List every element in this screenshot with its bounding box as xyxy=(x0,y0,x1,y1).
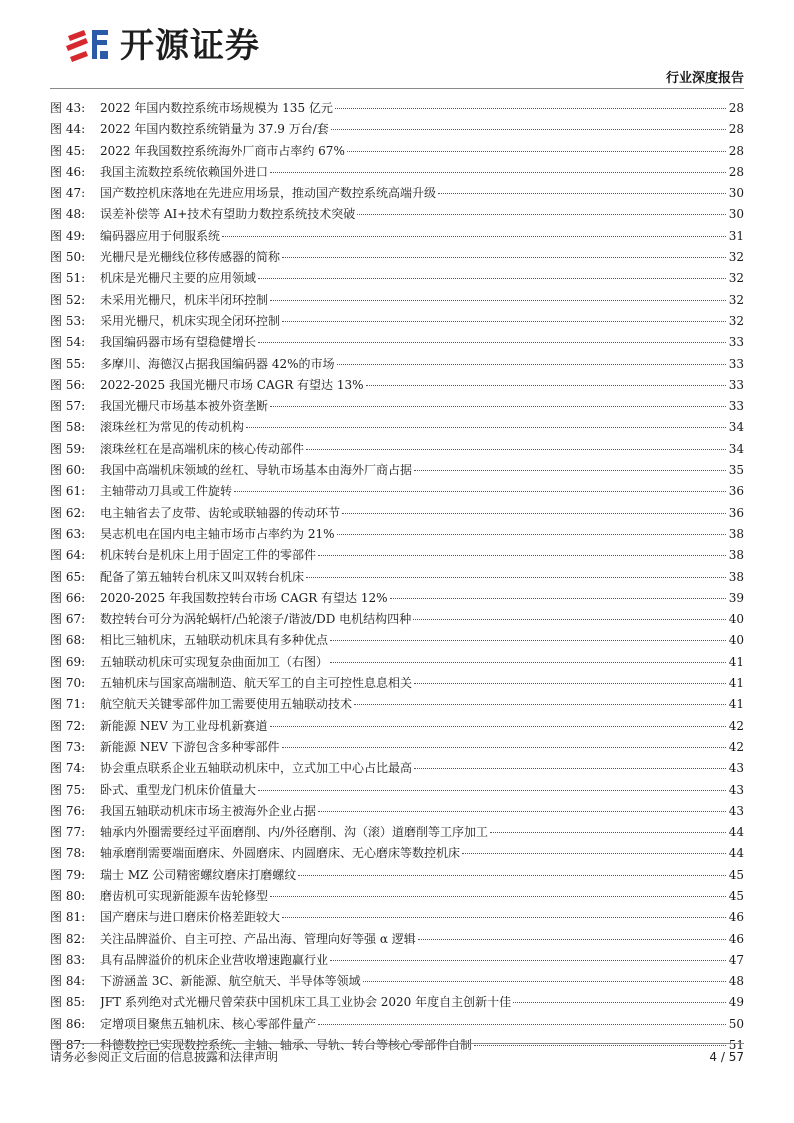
toc-entry[interactable] xyxy=(50,226,744,247)
toc-page-number[interactable]: 34 xyxy=(728,441,744,456)
toc-dot-leader xyxy=(270,896,726,897)
toc-dot-leader xyxy=(318,811,726,812)
toc-page-number[interactable]: 42 xyxy=(728,718,744,733)
toc-entry[interactable] xyxy=(50,375,744,396)
toc-figure-title[interactable]: 关注品牌溢价、自主可控、产品出海、管理向好等强 α 逻辑 xyxy=(100,931,416,946)
toc-page-number[interactable]: 30 xyxy=(728,186,744,201)
toc-page-number[interactable]: 28 xyxy=(728,143,744,158)
toc-figure-label: 图 72: xyxy=(50,718,86,733)
toc-page-number[interactable]: 28 xyxy=(728,101,744,115)
toc-dot-leader xyxy=(474,1045,726,1046)
toc-entry[interactable] xyxy=(50,907,744,928)
toc-page-number[interactable]: 46 xyxy=(728,910,744,925)
toc-dot-leader xyxy=(270,172,726,173)
toc-page-number[interactable]: 34 xyxy=(728,420,744,435)
footer-divider xyxy=(50,1043,744,1044)
toc-dot-leader xyxy=(270,406,726,407)
toc-figure-label: 图 64: xyxy=(50,548,86,563)
toc-dot-leader xyxy=(337,534,727,535)
toc-figure-title[interactable]: 具有品牌溢价的机床企业营收增速跑赢行业 xyxy=(100,952,329,967)
toc-page-number[interactable]: 45 xyxy=(728,867,744,882)
toc-figure-label: 图 76: xyxy=(50,803,86,818)
toc-figure-label: 图 79: xyxy=(50,867,86,882)
toc-entry[interactable] xyxy=(50,694,744,715)
toc-dot-leader xyxy=(306,449,726,450)
toc-page-number[interactable]: 43 xyxy=(728,761,744,776)
toc-entry[interactable] xyxy=(50,737,744,758)
toc-dot-leader xyxy=(330,662,726,663)
toc-figure-title[interactable]: 编码器应用于伺服系统 xyxy=(100,228,221,243)
toc-figure-title[interactable]: 配备了第五轴转台机床又叫双转台机床 xyxy=(100,569,305,584)
toc-figure-label: 图 86: xyxy=(50,1016,86,1031)
toc-dot-leader xyxy=(366,385,726,386)
toc-entry[interactable] xyxy=(50,929,744,950)
toc-figure-label: 图 69: xyxy=(50,654,86,669)
toc-dot-leader xyxy=(234,491,726,492)
toc-entry[interactable] xyxy=(50,822,744,843)
toc-page-number[interactable]: 33 xyxy=(728,356,744,371)
toc-entry[interactable] xyxy=(50,290,744,311)
toc-figure-title[interactable]: 航空航天关键零部件加工需要使用五轴联动技术 xyxy=(100,697,353,712)
toc-figure-label: 图 58: xyxy=(50,420,86,435)
toc-figure-title[interactable]: 昊志机电在国内电主轴市场市占率约为 21% xyxy=(100,526,335,541)
toc-dot-leader xyxy=(335,108,726,109)
toc-figure-label: 图 74: xyxy=(50,761,86,776)
toc-entry[interactable] xyxy=(50,588,744,609)
toc-figure-title[interactable]: 我国光栅尺市场基本被外资垄断 xyxy=(100,399,269,414)
toc-page-number[interactable]: 49 xyxy=(728,995,744,1010)
toc-figure-title[interactable]: 我国主流数控系统依赖国外进口 xyxy=(100,164,269,179)
toc-figure-label: 图 82: xyxy=(50,931,86,946)
figure-table-of-contents xyxy=(50,98,744,1056)
toc-figure-label: 图 62: xyxy=(50,505,86,520)
toc-figure-title[interactable]: 磨齿机可实现新能源车齿轮修型 xyxy=(100,888,269,903)
brand-logo-icon xyxy=(64,26,112,68)
toc-figure-label: 图 46: xyxy=(50,164,86,179)
toc-figure-title[interactable]: 五轴联动机床可实现复杂曲面加工（右图） xyxy=(100,654,329,669)
toc-entry[interactable] xyxy=(50,630,744,651)
toc-figure-label: 图 61: xyxy=(50,484,86,499)
toc-entry[interactable] xyxy=(50,503,744,524)
toc-figure-title[interactable]: 主轴带动刀具或工件旋转 xyxy=(100,484,233,499)
toc-entry[interactable] xyxy=(50,354,744,375)
toc-figure-title[interactable]: 未采用光栅尺，机床半闭环控制 xyxy=(100,292,269,307)
toc-entry[interactable] xyxy=(50,545,744,566)
toc-figure-title[interactable]: 数控转台可分为涡轮蜗杆/凸轮滚子/谐波/DD 电机结构四种 xyxy=(100,612,412,627)
toc-page-number[interactable]: 41 xyxy=(728,697,744,712)
toc-figure-label: 图 49: xyxy=(50,228,86,243)
toc-figure-title[interactable]: 卧式、重型龙门机床价值量大 xyxy=(100,782,257,797)
toc-dot-leader xyxy=(357,214,726,215)
toc-figure-title[interactable]: 2022 年国内数控系统销量为 37.9 万台/套 xyxy=(100,122,329,137)
toc-figure-title[interactable]: JFT 系列绝对式光栅尺曾荣获中国机床工具工业协会 2020 年度自主创新十佳 xyxy=(100,995,512,1010)
toc-entry[interactable] xyxy=(50,865,744,886)
toc-figure-label: 图 65: xyxy=(50,569,86,584)
toc-figure-title[interactable]: 国产磨床与进口磨床价格差距较大 xyxy=(100,910,281,925)
toc-figure-title[interactable]: 新能源 NEV 为工业母机新赛道 xyxy=(100,718,268,733)
toc-entry[interactable] xyxy=(50,460,744,481)
toc-page-number[interactable]: 43 xyxy=(728,782,744,797)
toc-dot-leader xyxy=(363,981,726,982)
toc-page-number[interactable]: 35 xyxy=(728,463,744,478)
toc-figure-title[interactable]: 瑞士 MZ 公司精密螺纹磨床打磨螺纹 xyxy=(100,867,297,882)
toc-dot-leader xyxy=(414,683,726,684)
toc-dot-leader xyxy=(438,193,726,194)
toc-page-number[interactable]: 33 xyxy=(728,377,744,392)
toc-page-number[interactable]: 32 xyxy=(728,292,744,307)
toc-figure-title[interactable]: 轴承磨削需要端面磨床、外圆磨床、内圆磨床、无心磨床等数控机床 xyxy=(100,846,461,861)
toc-entry[interactable] xyxy=(50,567,744,588)
toc-dot-leader xyxy=(270,726,726,727)
toc-dot-leader xyxy=(258,790,726,791)
toc-page-number[interactable]: 45 xyxy=(728,888,744,903)
toc-figure-label: 图 54: xyxy=(50,335,86,350)
toc-dot-leader xyxy=(337,364,727,365)
toc-dot-leader xyxy=(258,278,726,279)
toc-figure-title[interactable]: 新能源 NEV 下游包含多种零部件 xyxy=(100,739,280,754)
toc-dot-leader xyxy=(342,513,726,514)
toc-figure-label: 图 63: xyxy=(50,526,86,541)
toc-figure-label: 图 68: xyxy=(50,633,86,648)
toc-figure-label: 图 70: xyxy=(50,676,86,691)
toc-figure-label: 图 51: xyxy=(50,271,86,286)
brand-name: 开源证券 xyxy=(120,26,260,66)
toc-figure-label: 图 77: xyxy=(50,825,86,840)
toc-figure-title[interactable]: 科德数控已实现数控系统、主轴、轴承、导轨、转台等核心零部件自制 xyxy=(100,1038,473,1053)
toc-figure-label: 图 83: xyxy=(50,952,86,967)
toc-figure-label: 图 47: xyxy=(50,186,86,201)
toc-figure-title[interactable]: 定增项目聚焦五轴机床、核心零部件量产 xyxy=(100,1016,317,1031)
toc-page-number[interactable]: 33 xyxy=(728,335,744,350)
toc-figure-title[interactable]: 2022-2025 我国光栅尺市场 CAGR 有望达 13% xyxy=(100,377,364,392)
toc-entry[interactable] xyxy=(50,1014,744,1035)
toc-figure-label: 图 71: xyxy=(50,697,86,712)
toc-entry[interactable] xyxy=(50,950,744,971)
toc-figure-label: 图 66: xyxy=(50,590,86,605)
page-number: 4 / 57 xyxy=(709,1050,744,1064)
toc-dot-leader xyxy=(282,321,726,322)
toc-figure-label: 图 57: xyxy=(50,399,86,414)
toc-figure-label: 图 73: xyxy=(50,739,86,754)
toc-dot-leader xyxy=(418,939,726,940)
toc-figure-title[interactable]: 滚珠丝杠在是高端机床的核心传动部件 xyxy=(100,441,305,456)
toc-dot-leader xyxy=(354,704,726,705)
toc-entry[interactable] xyxy=(50,141,744,162)
toc-page-number[interactable]: 28 xyxy=(728,164,744,179)
toc-figure-label: 图 67: xyxy=(50,612,86,627)
toc-dot-leader xyxy=(318,555,726,556)
toc-figure-title[interactable]: 轴承内外圈需要经过平面磨削、内/外径磨削、沟（滚）道磨削等工序加工 xyxy=(100,825,489,840)
toc-figure-label: 图 84: xyxy=(50,974,86,989)
toc-page-number[interactable]: 38 xyxy=(728,569,744,584)
toc-entry[interactable] xyxy=(50,396,744,417)
toc-page-number[interactable]: 46 xyxy=(728,931,744,946)
toc-entry[interactable] xyxy=(50,417,744,438)
toc-entry[interactable] xyxy=(50,758,744,779)
toc-entry[interactable] xyxy=(50,971,744,992)
toc-entry[interactable] xyxy=(50,843,744,864)
toc-figure-title[interactable]: 采用光栅尺，机床实现全闭环控制 xyxy=(100,313,281,328)
toc-page-number[interactable]: 42 xyxy=(728,739,744,754)
toc-page-number[interactable]: 50 xyxy=(728,1016,744,1031)
toc-figure-title[interactable]: 我国中高端机床领域的丝杠、导轨市场基本由海外厂商占据 xyxy=(100,463,413,478)
toc-figure-label: 图 85: xyxy=(50,995,86,1010)
toc-figure-label: 图 53: xyxy=(50,313,86,328)
toc-entry[interactable] xyxy=(50,119,744,140)
toc-page-number[interactable]: 40 xyxy=(728,633,744,648)
toc-entry[interactable] xyxy=(50,183,744,204)
toc-entry[interactable] xyxy=(50,524,744,545)
toc-page-number[interactable]: 40 xyxy=(728,612,744,627)
toc-figure-label: 图 50: xyxy=(50,250,86,265)
toc-entry[interactable] xyxy=(50,268,744,289)
toc-figure-label: 图 80: xyxy=(50,888,86,903)
toc-entry[interactable] xyxy=(50,332,744,353)
toc-figure-title[interactable]: 协会重点联系企业五轴联动机床中，立式加工中心占比最高 xyxy=(100,761,413,776)
footer-disclaimer: 请务必参阅正文后面的信息披露和法律声明 xyxy=(50,1050,279,1064)
toc-dot-leader xyxy=(258,342,726,343)
toc-dot-leader xyxy=(462,853,726,854)
toc-dot-leader xyxy=(330,960,726,961)
toc-dot-leader xyxy=(331,129,726,130)
toc-page-number[interactable]: 33 xyxy=(728,399,744,414)
toc-page-number[interactable]: 32 xyxy=(728,250,744,265)
toc-figure-label: 图 81: xyxy=(50,910,86,925)
toc-figure-title[interactable]: 2022 年国内数控系统市场规模为 135 亿元 xyxy=(100,101,333,115)
toc-entry[interactable] xyxy=(50,886,744,907)
toc-page-number[interactable]: 30 xyxy=(728,207,744,222)
toc-figure-title[interactable]: 多摩川、海德汉占据我国编码器 42%的市场 xyxy=(100,356,335,371)
toc-dot-leader xyxy=(318,1024,726,1025)
toc-figure-title[interactable]: 国产数控机床落地在先进应用场景，推动国产数控系统高端升级 xyxy=(100,186,437,201)
toc-entry[interactable] xyxy=(50,204,744,225)
toc-entry[interactable] xyxy=(50,481,744,502)
toc-figure-title[interactable]: 下游涵盖 3C、新能源、航空航天、半导体等领域 xyxy=(100,974,361,989)
toc-dot-leader xyxy=(414,768,726,769)
toc-figure-title[interactable]: 2022 年我国数控系统海外厂商市占率约 67% xyxy=(100,143,345,158)
toc-page-number[interactable]: 41 xyxy=(728,654,744,669)
toc-page-number[interactable]: 41 xyxy=(728,676,744,691)
toc-figure-label: 图 45: xyxy=(50,143,86,158)
toc-entry[interactable] xyxy=(50,162,744,183)
toc-dot-leader xyxy=(282,917,726,918)
toc-figure-title[interactable]: 我国五轴联动机床市场主被海外企业占据 xyxy=(100,803,317,818)
toc-dot-leader xyxy=(390,598,726,599)
toc-entry[interactable] xyxy=(50,673,744,694)
toc-dot-leader xyxy=(222,236,726,237)
toc-dot-leader xyxy=(298,875,726,876)
toc-figure-label: 图 43: xyxy=(50,101,86,115)
toc-entry[interactable] xyxy=(50,439,744,460)
toc-figure-title[interactable]: 五轴机床与国家高端制造、航天军工的自主可控性息息相关 xyxy=(100,676,413,691)
toc-page-number[interactable]: 44 xyxy=(728,825,744,840)
toc-dot-leader xyxy=(347,151,726,152)
toc-dot-leader xyxy=(270,300,726,301)
toc-page-number[interactable]: 32 xyxy=(728,271,744,286)
toc-dot-leader xyxy=(490,832,726,833)
toc-page-number[interactable]: 38 xyxy=(728,526,744,541)
toc-figure-label: 图 55: xyxy=(50,356,86,371)
toc-figure-label: 图 87: xyxy=(50,1038,86,1053)
toc-figure-title[interactable]: 滚珠丝杠为常见的传动机构 xyxy=(100,420,245,435)
toc-figure-title[interactable]: 机床转台是机床上用于固定工件的零部件 xyxy=(100,548,317,563)
toc-entry[interactable] xyxy=(50,652,744,673)
header-divider xyxy=(50,88,744,89)
toc-dot-leader xyxy=(413,619,726,620)
toc-page-number[interactable]: 38 xyxy=(728,548,744,563)
toc-figure-title[interactable]: 相比三轴机床，五轴联动机床具有多种优点 xyxy=(100,633,329,648)
page-header xyxy=(50,20,744,86)
toc-entry[interactable] xyxy=(50,992,744,1013)
toc-figure-title[interactable]: 我国编码器市场有望稳健增长 xyxy=(100,335,257,350)
toc-figure-title[interactable]: 机床是光栅尺主要的应用领域 xyxy=(100,271,257,286)
toc-entry[interactable] xyxy=(50,247,744,268)
toc-figure-title[interactable]: 光栅尺是光栅线位移传感器的简称 xyxy=(100,250,281,265)
toc-figure-label: 图 44: xyxy=(50,122,86,137)
toc-page-number[interactable]: 36 xyxy=(728,484,744,499)
toc-figure-title[interactable]: 电主轴省去了皮带、齿轮或联轴器的传动环节 xyxy=(100,505,341,520)
toc-dot-leader xyxy=(246,427,726,428)
toc-figure-label: 图 78: xyxy=(50,846,86,861)
toc-figure-title[interactable]: 2020-2025 年我国数控转台市场 CAGR 有望达 12% xyxy=(100,590,388,605)
toc-figure-label: 图 52: xyxy=(50,292,86,307)
toc-figure-title[interactable]: 误差补偿等 AI+技术有望助力数控系统技术突破 xyxy=(100,207,356,222)
toc-figure-label: 图 75: xyxy=(50,782,86,797)
toc-dot-leader xyxy=(513,1002,726,1003)
toc-page-number[interactable]: 32 xyxy=(728,313,744,328)
toc-entry[interactable] xyxy=(50,780,744,801)
toc-page-number[interactable]: 31 xyxy=(728,228,744,243)
toc-entry[interactable] xyxy=(50,716,744,737)
toc-page-number[interactable]: 43 xyxy=(728,803,744,818)
toc-page-number[interactable]: 28 xyxy=(728,122,744,137)
toc-entry[interactable] xyxy=(50,98,744,119)
toc-dot-leader xyxy=(282,747,726,748)
toc-page-number[interactable]: 44 xyxy=(728,846,744,861)
toc-figure-label: 图 48: xyxy=(50,207,86,222)
toc-page-number[interactable]: 51 xyxy=(728,1038,744,1053)
toc-dot-leader xyxy=(306,577,726,578)
toc-entry[interactable] xyxy=(50,609,744,630)
toc-page-number[interactable]: 36 xyxy=(728,505,744,520)
toc-figure-label: 图 56: xyxy=(50,377,86,392)
toc-page-number[interactable]: 39 xyxy=(728,590,744,605)
toc-dot-leader xyxy=(282,257,726,258)
toc-page-number[interactable]: 48 xyxy=(728,974,744,989)
toc-entry[interactable] xyxy=(50,311,744,332)
toc-dot-leader xyxy=(414,470,726,471)
report-type-label: 行业深度报告 xyxy=(665,71,744,86)
toc-figure-label: 图 59: xyxy=(50,441,86,456)
toc-dot-leader xyxy=(330,640,726,641)
toc-entry[interactable] xyxy=(50,801,744,822)
toc-figure-label: 图 60: xyxy=(50,463,86,478)
toc-page-number[interactable]: 47 xyxy=(728,952,744,967)
